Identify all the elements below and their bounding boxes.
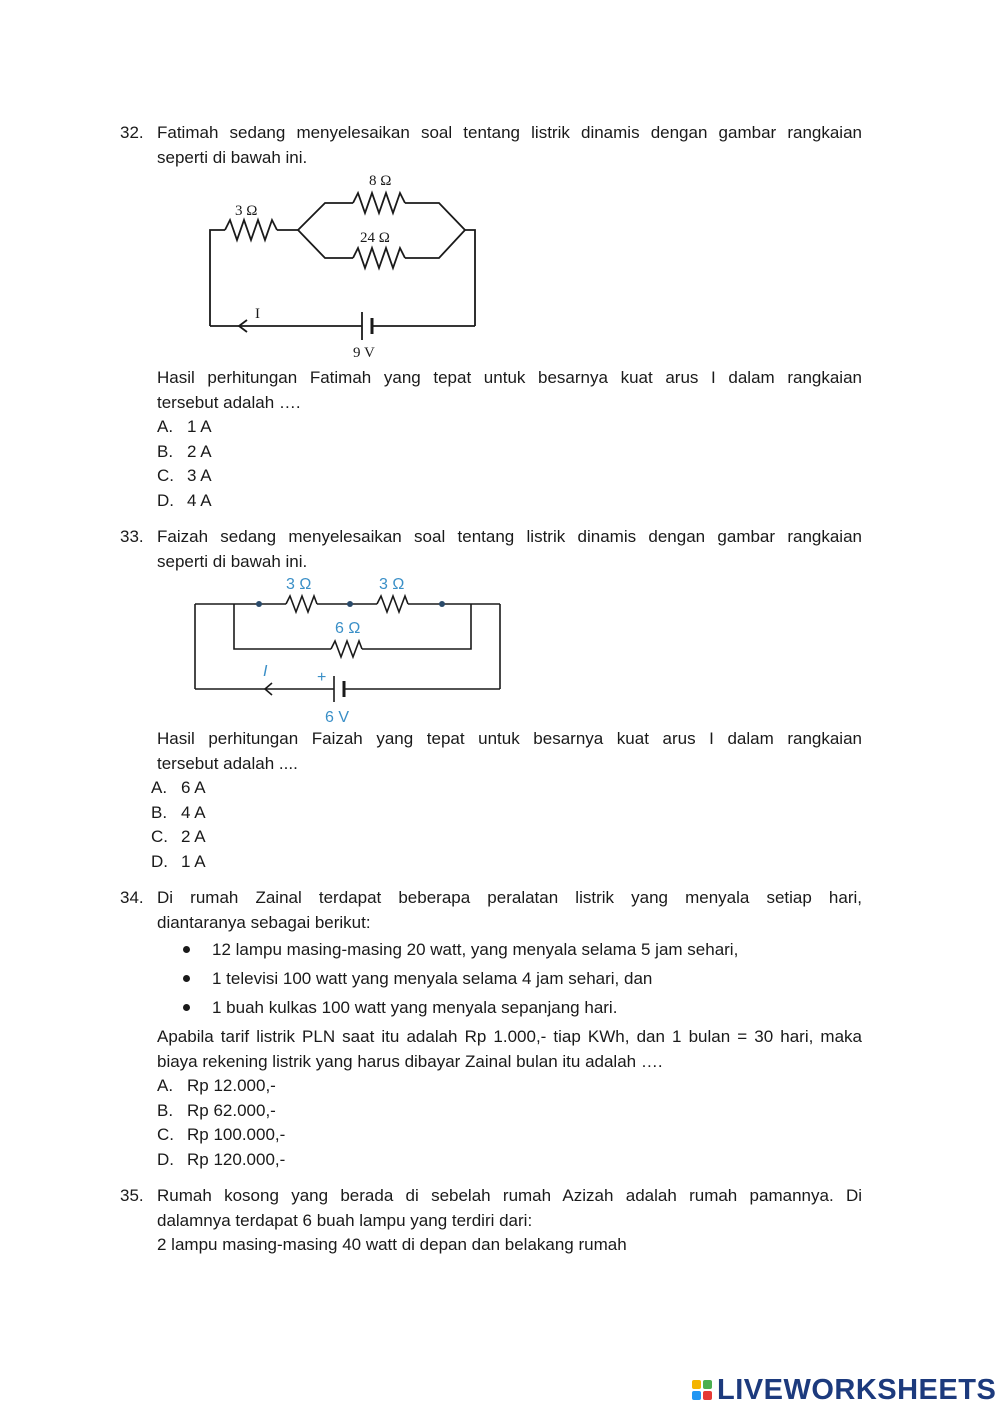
bullet-icon — [183, 1004, 190, 1011]
question-text-line: Hasil perhitungan Fatimah yang tepat untuk besarnya kuat arus I dalam rangkaian — [157, 368, 862, 387]
logo-grid-icon — [692, 1380, 712, 1400]
answer-option-b[interactable]: B. 2 A — [157, 441, 212, 461]
question-number: 34. — [120, 888, 144, 907]
question-33 — [120, 525, 862, 574]
question-32 — [120, 121, 862, 170]
question-intro-line: seperti di bawah ini. — [157, 551, 308, 571]
bullet-icon — [183, 946, 190, 953]
current-label: I — [255, 306, 260, 322]
resistor-label: 6 Ω — [335, 620, 361, 637]
question-34 — [120, 886, 862, 1172]
resistor-label: 3 Ω — [286, 576, 312, 593]
answer-option-a[interactable]: A. 1 A — [157, 417, 212, 436]
question-number: 35. — [120, 1186, 144, 1205]
question-text-line: Hasil perhitungan Faizah yang tepat untuk besarnya kuat arus I dalam rangkaian — [157, 729, 862, 748]
source-label: 6 V — [325, 709, 350, 726]
resistor-label: 3 Ω — [379, 576, 405, 593]
answer-option-c[interactable]: C. 2 A — [151, 827, 206, 846]
question-text-line: Apabila tarif listrik PLN saat itu adalah Rp 1.000,- tiap KWh, dan 1 bulan = 30 hari, maka — [157, 1027, 862, 1046]
answer-option-d[interactable]: D. 1 A — [151, 851, 206, 871]
answer-option-a[interactable]: A. Rp 12.000,- — [157, 1076, 276, 1095]
question-intro-line: Rumah kosong yang berada di sebelah rumah Azizah adalah rumah pamannya. Di — [157, 1186, 862, 1205]
logo-text: LIVEWORKSHEETS — [717, 1373, 997, 1406]
source-label: 9 V — [353, 345, 375, 361]
question-number: 32. — [120, 123, 144, 142]
resistor-label: 8 Ω — [369, 173, 392, 189]
answer-option-b[interactable]: B. Rp 62.000,- — [157, 1100, 276, 1120]
question-35 — [120, 1184, 862, 1258]
liveworksheets-logo — [692, 1374, 996, 1406]
question-intro-line: dalamnya terdapat 6 buah lampu yang terdiri dari: — [157, 1210, 533, 1230]
answer-option-c[interactable]: C. Rp 100.000,- — [157, 1125, 286, 1144]
current-label: I — [263, 663, 268, 680]
answer-option-d[interactable]: D. 4 A — [157, 490, 212, 510]
question-text-line: tersebut adalah …. — [157, 392, 301, 412]
answer-option-c[interactable]: C. 3 A — [157, 466, 212, 485]
list-item: 1 buah kulkas 100 watt yang menyala sepanjang hari. — [157, 993, 862, 1022]
question-text-line: 2 lampu masing-masing 40 watt di depan dan belakang rumah — [157, 1235, 627, 1254]
question-number: 33. — [120, 527, 144, 546]
question-intro-line: Faizah sedang menyelesaikan soal tentang listrik dinamis dengan gambar rangkaian — [157, 527, 862, 546]
answer-option-b[interactable]: B. 4 A — [151, 802, 206, 822]
question-32-prompt — [120, 366, 862, 513]
resistor-label: 3 Ω — [235, 203, 258, 219]
resistor-label: 24 Ω — [360, 230, 390, 246]
list-item: 1 televisi 100 watt yang menyala selama 4 jam sehari, dan — [157, 964, 862, 993]
question-text-line: biaya rekening listrik yang harus dibayar Zainal bulan itu adalah …. — [157, 1051, 663, 1071]
list-item: 12 lampu masing-masing 20 watt, yang menyala selama 5 jam sehari, — [157, 935, 862, 964]
question-text-line: tersebut adalah .... — [157, 753, 298, 773]
bullet-icon — [183, 975, 190, 982]
answer-option-d[interactable]: D. Rp 120.000,- — [157, 1149, 286, 1169]
circuit-diagram-33 — [190, 572, 510, 728]
question-intro-line: Fatimah sedang menyelesaikan soal tentang listrik dinamis dengan gambar rangkaian — [157, 123, 862, 142]
question-intro-line: seperti di bawah ini. — [157, 147, 308, 167]
answer-option-a[interactable]: A. 6 A — [151, 778, 206, 797]
question-intro-line: diantaranya sebagai berikut: — [157, 912, 371, 932]
plus-label: + — [317, 669, 327, 686]
circuit-diagram-32 — [195, 168, 495, 363]
question-33-prompt — [120, 727, 862, 874]
question-intro-line: Di rumah Zainal terdapat beberapa peralatan listrik yang menyala setiap hari, — [157, 888, 862, 907]
